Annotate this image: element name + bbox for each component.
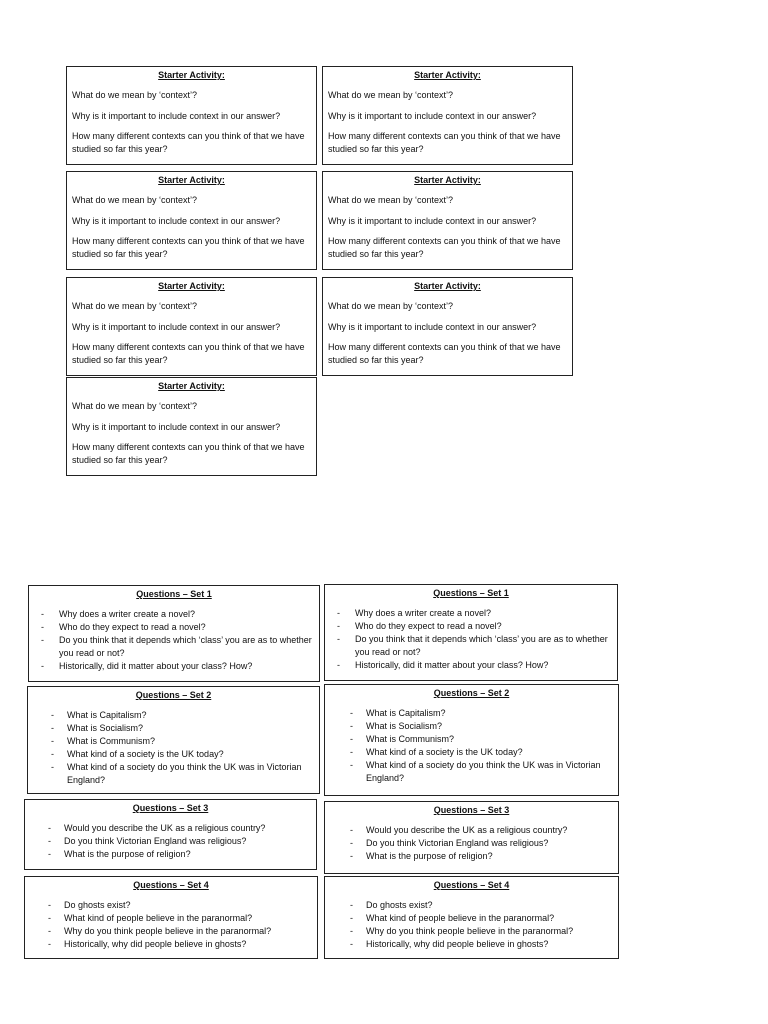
question-item: - What is Communism? bbox=[34, 735, 313, 748]
question-item: - Do you think Victorian England was religious? bbox=[31, 835, 310, 848]
question-item: - Who do they expect to read a novel? bbox=[35, 621, 313, 634]
question-list bbox=[34, 709, 313, 787]
starter-card bbox=[66, 66, 317, 165]
question-set-title: Questions – Set 1 bbox=[433, 588, 509, 598]
starter-title: Starter Activity: bbox=[158, 381, 225, 391]
starter-question: What do we mean by ‘context’? bbox=[72, 401, 198, 411]
starter-question: What do we mean by ‘context’? bbox=[72, 90, 198, 100]
starter-question: How many different contexts can you think of that we have studied so far this year? bbox=[72, 236, 305, 259]
starter-card bbox=[322, 66, 573, 165]
question-item: - What is Socialism? bbox=[331, 720, 612, 733]
question-item: - Why does a writer create a novel? bbox=[35, 608, 313, 621]
question-set-title: Questions – Set 4 bbox=[433, 880, 510, 890]
starter-question: Why is it important to include context in our answer? bbox=[72, 322, 281, 332]
starter-question: Why is it important to include context in our answer? bbox=[72, 216, 281, 226]
starter-title: Starter Activity: bbox=[414, 281, 481, 291]
question-list bbox=[31, 899, 311, 951]
question-item: - Do ghosts exist? bbox=[331, 899, 612, 912]
question-set-card bbox=[324, 876, 619, 959]
starter-card bbox=[322, 171, 573, 270]
question-set-card bbox=[324, 584, 618, 681]
starter-title: Starter Activity: bbox=[414, 175, 481, 185]
starter-question: Why is it important to include context in our answer? bbox=[72, 422, 281, 432]
starter-question: Why is it important to include context in our answer? bbox=[328, 111, 537, 121]
starter-question: How many different contexts can you think of that we have studied so far this year? bbox=[72, 342, 305, 365]
question-item: - What is the purpose of religion? bbox=[331, 850, 612, 863]
starter-question: How many different contexts can you think of that we have studied so far this year? bbox=[72, 442, 305, 465]
question-item: - Why do you think people believe in the paranormal? bbox=[31, 925, 311, 938]
starter-question: Why is it important to include context in our answer? bbox=[72, 111, 281, 121]
starter-card bbox=[322, 277, 573, 376]
starter-question: Why is it important to include context in our answer? bbox=[328, 216, 537, 226]
question-set-card bbox=[28, 585, 320, 682]
question-item: - Why does a writer create a novel? bbox=[331, 607, 611, 620]
question-item: - Do you think Victorian England was religious? bbox=[331, 837, 612, 850]
starter-title: Starter Activity: bbox=[158, 175, 225, 185]
question-item: - Do you think that it depends which ‘class’ you are as to whether you read or not? bbox=[35, 634, 313, 660]
starter-question: What do we mean by ‘context’? bbox=[328, 90, 454, 100]
question-set-title: Questions – Set 2 bbox=[135, 690, 212, 700]
starter-title: Starter Activity: bbox=[158, 70, 225, 80]
question-set-title: Questions – Set 2 bbox=[433, 688, 510, 698]
starter-question: What do we mean by ‘context’? bbox=[72, 195, 198, 205]
starter-question: How many different contexts can you think of that we have studied so far this year? bbox=[328, 236, 561, 259]
question-item: - Historically, why did people believe in ghosts? bbox=[331, 938, 612, 951]
question-list bbox=[35, 608, 313, 673]
starter-title: Starter Activity: bbox=[414, 70, 481, 80]
starter-question: Why is it important to include context in our answer? bbox=[328, 322, 537, 332]
question-list bbox=[331, 899, 612, 951]
question-item: - What kind of a society do you think the UK was in Victorian England? bbox=[331, 759, 612, 785]
question-set-title: Questions – Set 1 bbox=[136, 589, 212, 599]
question-item: - Do ghosts exist? bbox=[31, 899, 311, 912]
starter-question: What do we mean by ‘context’? bbox=[72, 301, 198, 311]
question-set-card bbox=[324, 684, 619, 796]
starter-question: How many different contexts can you think of that we have studied so far this year? bbox=[328, 131, 561, 154]
question-item: - What kind of a society is the UK today? bbox=[331, 746, 612, 759]
question-set-title: Questions – Set 3 bbox=[132, 803, 209, 813]
question-set-card bbox=[24, 799, 317, 870]
question-list bbox=[331, 607, 611, 672]
starter-question: How many different contexts can you think of that we have studied so far this year? bbox=[328, 342, 561, 365]
question-item: - Historically, did it matter about your class? How? bbox=[331, 659, 611, 672]
question-item: - Do you think that it depends which ‘class’ you are as to whether you read or not? bbox=[331, 633, 611, 659]
starter-card bbox=[66, 377, 317, 476]
question-item: - Who do they expect to read a novel? bbox=[331, 620, 611, 633]
question-list bbox=[331, 824, 612, 863]
starter-question: What do we mean by ‘context’? bbox=[328, 301, 454, 311]
question-item: - What is Capitalism? bbox=[331, 707, 612, 720]
starter-card bbox=[66, 171, 317, 270]
question-item: - What is Communism? bbox=[331, 733, 612, 746]
question-item: - What kind of people believe in the paranormal? bbox=[331, 912, 612, 925]
question-item: - What is the purpose of religion? bbox=[31, 848, 310, 861]
question-list bbox=[31, 822, 310, 861]
question-item: - Why do you think people believe in the paranormal? bbox=[331, 925, 612, 938]
question-set-card bbox=[324, 801, 619, 874]
question-set-title: Questions – Set 4 bbox=[133, 880, 209, 890]
starter-question: How many different contexts can you think of that we have studied so far this year? bbox=[72, 131, 305, 154]
question-item: - Historically, why did people believe in ghosts? bbox=[31, 938, 311, 951]
question-item: - What is Capitalism? bbox=[34, 709, 313, 722]
question-item: - Would you describe the UK as a religious country? bbox=[331, 824, 612, 837]
starter-question: What do we mean by ‘context’? bbox=[328, 195, 454, 205]
question-item: - Historically, did it matter about your class? How? bbox=[35, 660, 313, 673]
question-item: - What is Socialism? bbox=[34, 722, 313, 735]
question-set-card bbox=[27, 686, 320, 794]
question-set-card bbox=[24, 876, 318, 959]
question-list bbox=[331, 707, 612, 785]
question-item: - What kind of a society is the UK today? bbox=[34, 748, 313, 761]
question-set-title: Questions – Set 3 bbox=[433, 805, 510, 815]
starter-title: Starter Activity: bbox=[158, 281, 225, 291]
question-item: - What kind of a society do you think the UK was in Victorian England? bbox=[34, 761, 313, 787]
question-item: - Would you describe the UK as a religious country? bbox=[31, 822, 310, 835]
starter-card bbox=[66, 277, 317, 376]
question-item: - What kind of people believe in the paranormal? bbox=[31, 912, 311, 925]
